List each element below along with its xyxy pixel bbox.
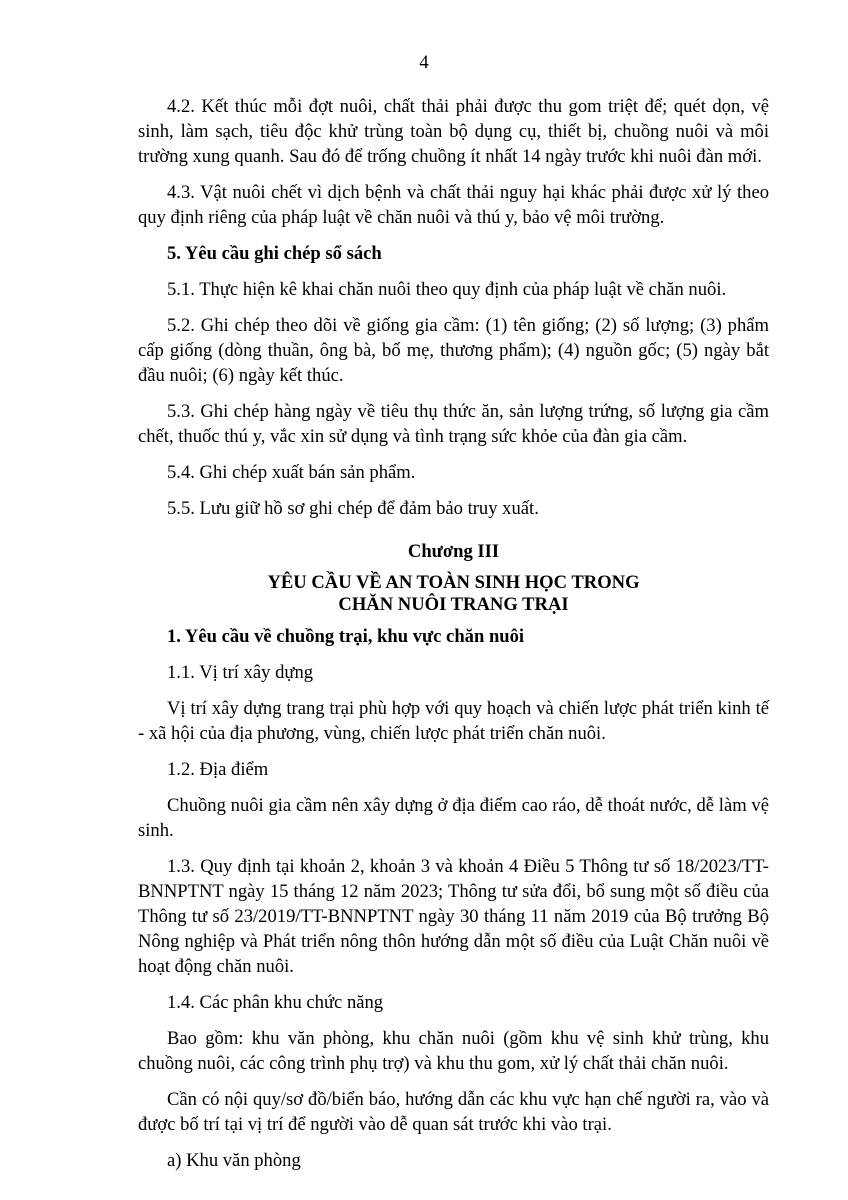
paragraph-5-3: 5.3. Ghi chép hàng ngày về tiêu thụ thức ăn, sản lượng trứng, số lượng gia cầm chết, thuốc thú y, vắc xin sử dụng và tình trạng sức khỏe của đàn gia cầm. — [138, 401, 769, 447]
paragraph-1-4: 1.4. Các phân khu chức năng — [167, 992, 384, 1013]
page-number: 4 — [419, 52, 429, 73]
paragraph-4-2: 4.2. Kết thúc mỗi đợt nuôi, chất thải phải được thu gom triệt để; quét dọn, vệ sinh, làm sạch, tiêu độc khử trùng toàn bộ dụng cụ, thiết bị, chuồng nuôi và môi trường xung quanh. Sau đó để trống chuồng ít nhất 14 ngày trước khi nuôi đàn mới. — [138, 96, 769, 167]
chapter-title — [138, 572, 769, 616]
paragraph-1-3: 1.3. Quy định tại khoản 2, khoản 3 và khoản 4 Điều 5 Thông tư số 18/2023/TT-BNNPTNT ngày 15 tháng 12 năm 2023; Thông tư sửa đổi, bổ sung một số điều của Thông tư số 23/2019/TT-BNNPTNT ngày 30 tháng 11 năm 2019 của Bộ trưởng Bộ Nông nghiệp và Phát triển nông thôn hướng dẫn một số điều của Luật Chăn nuôi về hoạt động chăn nuôi. — [138, 856, 769, 977]
chapter-number: Chương III — [407, 541, 500, 562]
paragraph-5-5: 5.5. Lưu giữ hồ sơ ghi chép để đảm bảo truy xuất. — [167, 498, 539, 519]
paragraph-5-2: 5.2. Ghi chép theo dõi về giống gia cầm: (1) tên giống; (2) số lượng; (3) phẩm cấp giống (dòng thuần, ông bà, bố mẹ, thương phẩm); (4) nguồn gốc; (5) ngày bắt đầu nuôi; (6) ngày kết thúc. — [138, 315, 769, 386]
section-heading-1: 1. Yêu cầu về chuồng trại, khu vực chăn nuôi — [167, 626, 525, 647]
paragraph-1-2-body: Chuồng nuôi gia cầm nên xây dựng ở địa điểm cao ráo, dễ thoát nước, dễ làm vệ sinh. — [138, 795, 769, 841]
document-body — [138, 94, 769, 1184]
paragraph-item-a: a) Khu văn phòng — [167, 1150, 301, 1171]
paragraph-1-1: 1.1. Vị trí xây dựng — [167, 662, 314, 683]
paragraph-5-1: 5.1. Thực hiện kê khai chăn nuôi theo quy định của pháp luật về chăn nuôi. — [167, 279, 727, 300]
paragraph-1-4-body: Bao gồm: khu văn phòng, khu chăn nuôi (gồm khu vệ sinh khử trùng, khu chuồng nuôi, các công trình phụ trợ) và khu thu gom, xử lý chất thải chăn nuôi. — [138, 1028, 769, 1074]
paragraph-1-1-body: Vị trí xây dựng trang trại phù hợp với quy hoạch và chiến lược phát triển kinh tế - xã hội của địa phương, vùng, chiến lược phát triển chăn nuôi. — [138, 698, 769, 744]
section-heading-5: 5. Yêu cầu ghi chép sổ sách — [167, 243, 382, 264]
paragraph-1-4-rules: Cần có nội quy/sơ đồ/biển báo, hướng dẫn các khu vực hạn chế người ra, vào và được bố trí tại vị trí để người vào dễ quan sát trước khi vào trại. — [138, 1089, 769, 1135]
paragraph-5-4: 5.4. Ghi chép xuất bán sản phẩm. — [167, 462, 416, 483]
paragraph-1-2: 1.2. Địa điểm — [167, 759, 269, 780]
chapter-title-line-2: CHĂN NUÔI TRANG TRẠI — [338, 594, 569, 615]
chapter-title-line-1: YÊU CẦU VỀ AN TOÀN SINH HỌC TRONG — [267, 572, 640, 593]
paragraph-4-3: 4.3. Vật nuôi chết vì dịch bệnh và chất thải nguy hại khác phải được xử lý theo quy định riêng của pháp luật về chăn nuôi và thú y, bảo vệ môi trường. — [138, 182, 769, 228]
